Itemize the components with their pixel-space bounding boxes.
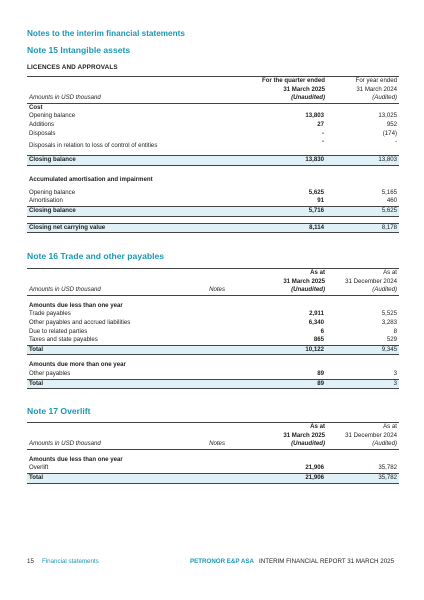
units-label: Amounts in USD thousand — [27, 440, 187, 449]
row-value-current: 865 — [313, 336, 324, 344]
units-label: Amounts in USD thousand — [27, 94, 227, 103]
row-label: Closing balance — [27, 206, 227, 216]
note-17-title: Note 17 Overlift — [27, 406, 91, 416]
row-value-prior: 8 — [393, 327, 397, 335]
note-15-subtitle: LICENCES AND APPROVALS — [27, 64, 118, 71]
col1-header-line3: (Unaudited) — [227, 286, 327, 295]
col1-header-line2: 31 March 2025 — [283, 85, 325, 93]
note-15-table — [27, 76, 399, 233]
row-label: Cost — [29, 103, 43, 111]
row-label: Other payables — [29, 369, 71, 377]
row-label: Overlift — [29, 464, 49, 472]
row-value-prior: 952 — [386, 120, 397, 128]
row-value-prior: 5,165 — [381, 188, 397, 196]
table-row — [27, 172, 399, 189]
table-row-total — [27, 156, 399, 166]
row-value-current: - — [321, 129, 324, 137]
row-label: Amounts due less than one year — [29, 301, 123, 309]
units-label: Amounts in USD thousand — [27, 286, 187, 295]
col1-header-line2: 31 March 2025 — [283, 277, 325, 285]
row-label: Closing net carrying value — [27, 223, 227, 233]
table-row — [27, 103, 399, 112]
row-value-prior: 13,803 — [327, 156, 399, 166]
row-value-current: 6 — [320, 327, 324, 335]
col2-header-line3: (Audited) — [327, 94, 399, 103]
col2-header-line3: (Audited) — [327, 286, 399, 295]
table-row — [27, 370, 399, 379]
col1-header-line1: As at — [227, 269, 327, 278]
table-row — [27, 328, 399, 337]
row-label: Total — [27, 345, 227, 355]
row-value-prior: 3,283 — [381, 318, 397, 326]
row-value-prior: 8,178 — [327, 223, 399, 233]
row-value-prior: - — [394, 138, 397, 146]
row-value-prior: 460 — [386, 197, 397, 205]
note-16-table — [27, 268, 399, 389]
col2-header-line1: As at — [327, 269, 399, 278]
table-row-total — [27, 345, 399, 355]
table-row-total — [27, 379, 399, 389]
row-value-prior: 9,345 — [327, 345, 399, 355]
table-row — [27, 138, 399, 156]
col1-header-line3: (Unaudited) — [227, 440, 327, 449]
row-label: Amounts due less than one year — [29, 455, 123, 463]
note-15-title: Note 15 Intangible assets — [27, 45, 131, 55]
row-value-current: 91 — [317, 197, 324, 205]
row-label: Due to related parties — [29, 327, 88, 335]
row-label: Additions — [29, 120, 55, 128]
notes-column-header: Notes — [187, 440, 227, 449]
table-row-total — [27, 223, 399, 233]
col2-header-line1: For year ended — [327, 77, 399, 86]
notes-column-header: Notes — [187, 286, 227, 295]
col2-header-line3: (Audited) — [327, 440, 399, 449]
row-label: Amounts due more than one year — [29, 361, 126, 369]
table-row — [27, 336, 399, 345]
table-row — [27, 302, 399, 311]
row-value-prior: 529 — [386, 336, 397, 344]
table-row — [27, 197, 399, 206]
row-value-current: 8,114 — [227, 223, 327, 233]
col1-header-line1: For the quarter ended — [227, 77, 327, 86]
table-row — [27, 464, 399, 473]
footer-section-link[interactable]: Financial statements — [42, 558, 99, 565]
row-value-current: 5,625 — [308, 188, 324, 196]
section-title: Notes to the interim financial statements — [27, 29, 185, 38]
row-label: Other payables and accrued liabilities — [29, 318, 131, 326]
table-row — [27, 121, 399, 130]
row-label: Total — [27, 473, 227, 483]
footer-report-title: INTERIM FINANCIAL REPORT 31 MARCH 2025 — [259, 558, 395, 565]
row-value-prior: 5,625 — [327, 206, 399, 216]
col1-header-line3: (Unaudited) — [227, 94, 327, 103]
table-row — [27, 112, 399, 121]
row-label: Taxes and state payables — [29, 336, 98, 344]
note-16-title: Note 16 Trade and other payables — [27, 251, 165, 261]
row-label: Opening balance — [29, 188, 76, 196]
row-label: Disposals — [29, 129, 56, 137]
table-row — [27, 361, 399, 370]
row-label: Closing balance — [27, 156, 227, 166]
row-value-current: - — [321, 138, 324, 146]
row-label: Total — [27, 379, 227, 389]
col2-header-line2: 31 December 2024 — [345, 431, 397, 439]
col2-header-line2: 31 December 2024 — [345, 277, 397, 285]
table-row — [27, 456, 399, 465]
row-value-prior: 3 — [327, 379, 399, 389]
table-row-total — [27, 206, 399, 216]
row-value-current: 89 — [317, 369, 324, 377]
row-value-current: 89 — [227, 379, 327, 389]
col2-header-line2: 31 March 2024 — [356, 85, 397, 93]
table-row — [27, 310, 399, 319]
row-value-current: 10,122 — [227, 345, 327, 355]
row-label: Trade payables — [29, 310, 71, 318]
row-label: Amortisation — [29, 197, 63, 205]
table-row — [27, 189, 399, 198]
row-value-prior: (174) — [382, 129, 397, 137]
row-label: Accumulated amortisation and impairment — [29, 176, 153, 184]
table-row-total — [27, 473, 399, 483]
col2-header-line1: As at — [327, 423, 399, 432]
row-value-prior: 5,525 — [381, 310, 397, 318]
row-value-current: 27 — [317, 120, 324, 128]
row-value-prior: 3 — [393, 369, 397, 377]
footer-company: PETRONOR E&P ASA — [190, 558, 254, 565]
col1-header-line1: As at — [227, 423, 327, 432]
row-value-current: 2,911 — [309, 310, 324, 318]
col1-header-line2: 31 March 2025 — [283, 431, 325, 439]
row-value-current: 6,340 — [308, 318, 324, 326]
row-value-current: 13,830 — [227, 156, 327, 166]
row-label: Opening balance — [29, 112, 76, 120]
row-label: Disposals in relation to loss of control of entities — [29, 142, 158, 150]
row-value-current: 21,906 — [227, 473, 327, 483]
table-row — [27, 319, 399, 328]
row-value-current: 21,906 — [305, 464, 324, 472]
table-row — [27, 130, 399, 139]
row-value-prior: 35,782 — [327, 473, 399, 483]
row-value-prior: 35,782 — [378, 464, 397, 472]
row-value-current: 5,716 — [227, 206, 327, 216]
row-value-current: 13,803 — [305, 112, 324, 120]
footer-page-number: 15 — [27, 558, 34, 565]
row-value-prior: 13,025 — [378, 112, 397, 120]
note-17-table — [27, 422, 399, 484]
